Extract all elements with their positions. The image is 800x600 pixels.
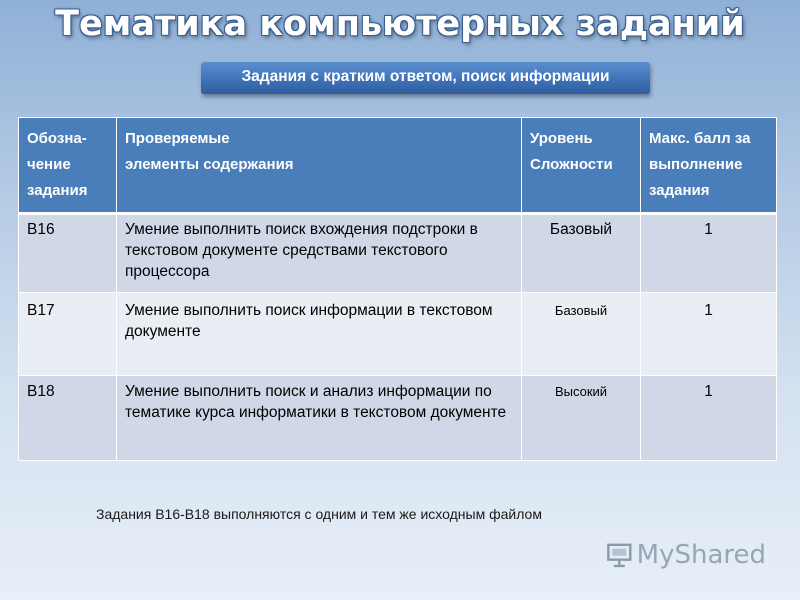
task-code: В17: [19, 293, 117, 376]
table-header-row: [19, 118, 777, 214]
task-level: Базовый: [522, 214, 641, 293]
task-code: В18: [19, 376, 117, 461]
task-code: В16: [19, 214, 117, 293]
table-row: [19, 376, 777, 461]
header-content: Проверяемые элементы содержания: [117, 118, 522, 214]
slide-subtitle-banner: Задания с кратким ответом, поиск информации: [201, 62, 650, 94]
task-score: 1: [641, 293, 777, 376]
table-row: [19, 214, 777, 293]
footnote: Задания B16-B18 выполняются с одним и тем же исходным файлом: [96, 506, 542, 522]
table-row: [19, 293, 777, 376]
task-content: Умение выполнить поиск вхождения подстроки в текстовом документе средствами текстового процессора: [117, 214, 522, 293]
watermark-logo[interactable]: [606, 536, 766, 574]
presentation-board-icon: [606, 538, 633, 572]
task-content: Умение выполнить поиск и анализ информации по тематике курса информатики в текстовом документе: [117, 376, 522, 461]
task-level: Высокий: [522, 376, 641, 461]
task-content: Умение выполнить поиск информации в текстовом документе: [117, 293, 522, 376]
tasks-table: [18, 117, 777, 461]
header-level: Уровень Сложности: [522, 118, 641, 214]
task-level: Базовый: [522, 293, 641, 376]
header-max-score: Макс. балл за выполнение задания: [641, 118, 777, 214]
task-score: 1: [641, 376, 777, 461]
slide-title: Тематика компьютерных заданий: [55, 4, 745, 44]
header-task-code: Обозна-чение задания: [19, 118, 117, 214]
task-score: 1: [641, 214, 777, 293]
watermark-text: MyShared: [636, 540, 766, 570]
